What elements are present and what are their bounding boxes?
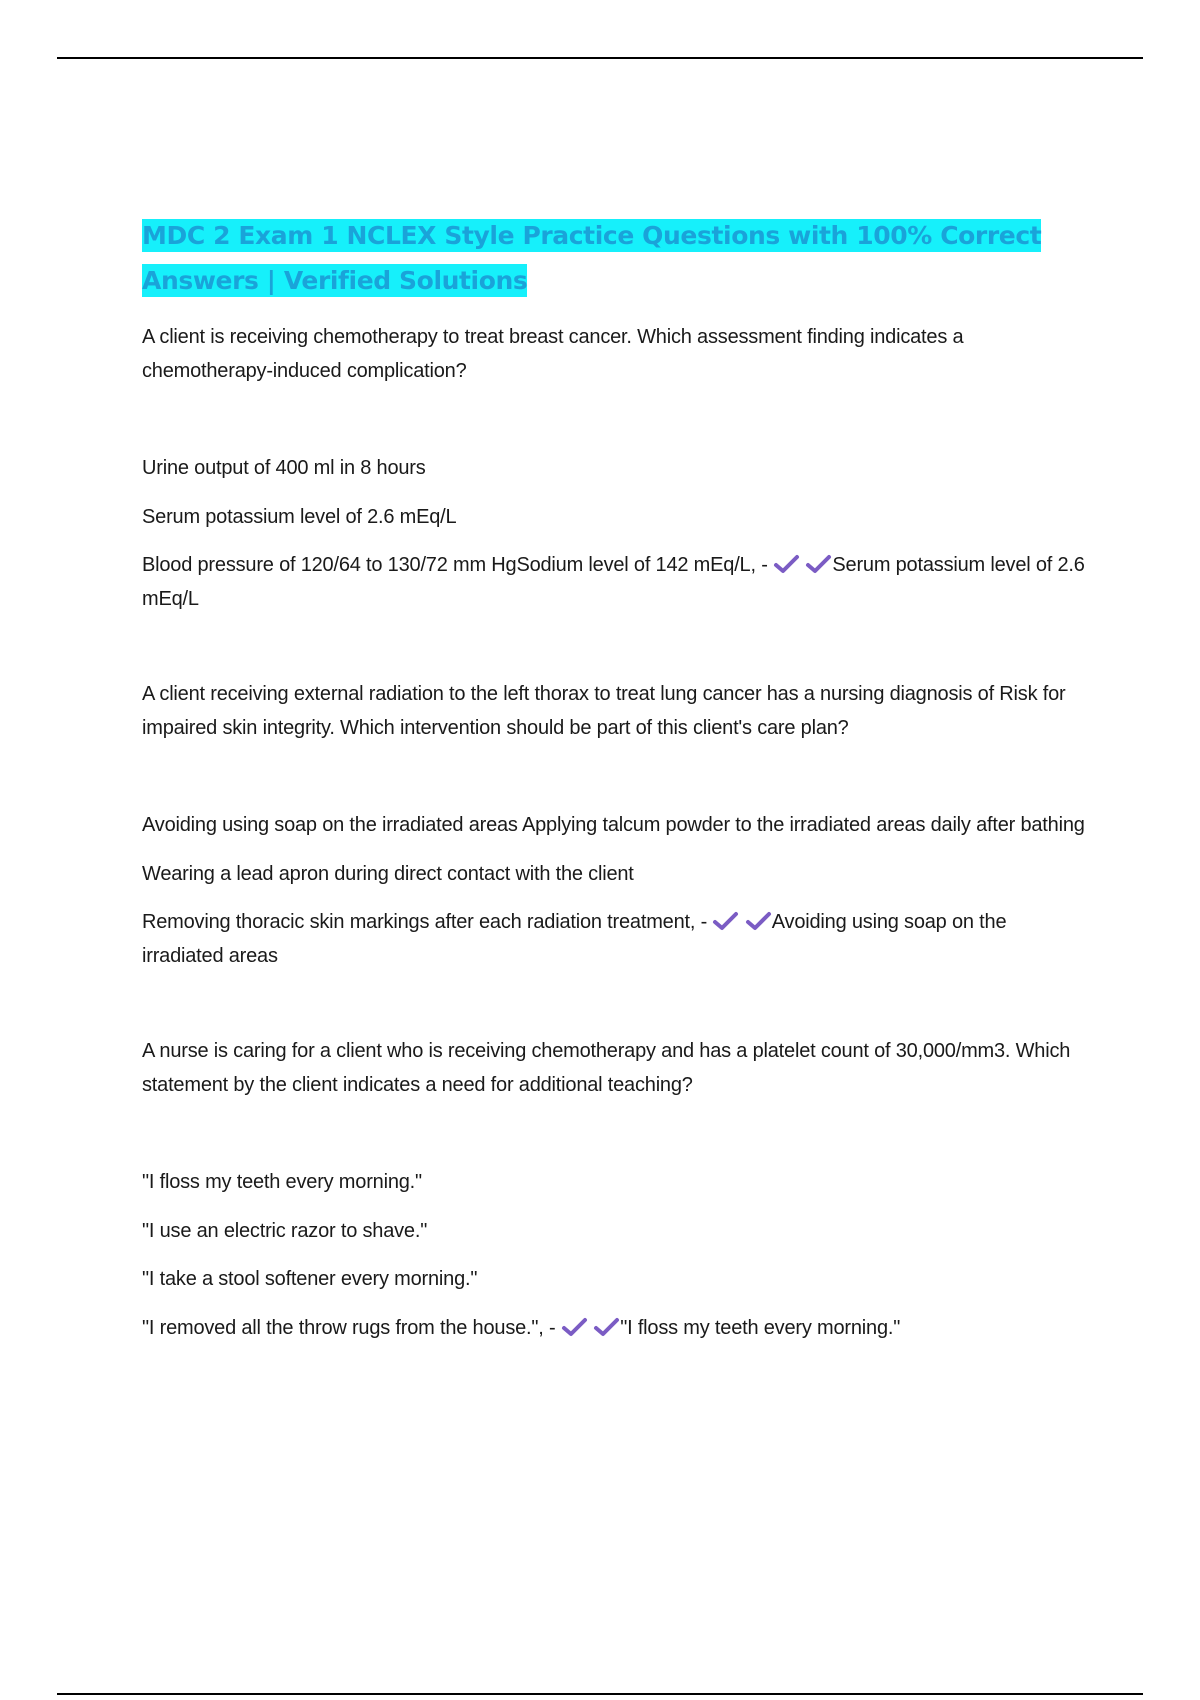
checkmark-icon	[745, 911, 772, 931]
document-body	[142, 213, 1092, 1407]
checkmark-icon	[773, 554, 800, 574]
question-text: A nurse is caring for a client who is receiving chemotherapy and has a platelet count of 30,000/mm3. Which statement by the client indicates a need for additional teaching?	[142, 1040, 1071, 1096]
answer-option: Urine output of 400 ml in 8 hours	[142, 457, 426, 479]
checkmark-icon	[712, 911, 739, 931]
answer-line	[142, 906, 1092, 973]
checkmark-icon	[805, 554, 832, 574]
header-rule	[57, 57, 1143, 59]
answer-option: Serum potassium level of 2.6 mEq/L	[142, 505, 457, 528]
answer-line	[142, 1312, 1092, 1346]
question-text: A client receiving external radiation to the left thorax to treat lung cancer has a nursing diagnosis of Risk for impaired skin integrity. Which intervention should be part of this client's care plan?	[142, 683, 1066, 739]
document-title-text: MDC 2 Exam 1 NCLEX Style Practice Questions with 100% Correct Answers | Verified Solutions	[142, 221, 1042, 295]
answer-option: Avoiding using soap on the irradiated areas Applying talcum powder to the irradiated areas daily after bathing	[142, 814, 1085, 836]
checkmark-icon	[593, 1317, 620, 1337]
document-title	[142, 213, 1092, 303]
answer-option: "I use an electric razor to shave."	[142, 1219, 428, 1242]
answer-option: "I floss my teeth every morning."	[142, 1171, 422, 1193]
question-text: A client is receiving chemotherapy to treat breast cancer. Which assessment finding indicates a chemotherapy-induced complication?	[142, 326, 964, 382]
question-block-2	[142, 678, 1092, 973]
checkmark-icon	[561, 1317, 588, 1337]
answer-prefix: "I removed all the throw rugs from the house.", -	[142, 1316, 556, 1339]
answer-line	[142, 549, 1092, 616]
answer-prefix: Blood pressure of 120/64 to 130/72 mm HgSodium level of 142 mEq/L, -	[142, 554, 768, 576]
answer-option: "I take a stool softener every morning."	[142, 1268, 478, 1290]
question-block-1	[142, 321, 1092, 616]
answer-prefix: Removing thoracic skin markings after each radiation treatment, -	[142, 911, 708, 933]
question-block-3	[142, 1035, 1092, 1345]
footer-rule	[57, 1693, 1143, 1695]
correct-answer: "I floss my teeth every morning."	[620, 1316, 901, 1339]
answer-option: Wearing a lead apron during direct contact with the client	[142, 862, 634, 885]
correct-answer: Avoiding using soap on the irradiated areas	[142, 911, 1007, 967]
correct-answer: Serum potassium level of 2.6 mEq/L	[142, 554, 1085, 610]
